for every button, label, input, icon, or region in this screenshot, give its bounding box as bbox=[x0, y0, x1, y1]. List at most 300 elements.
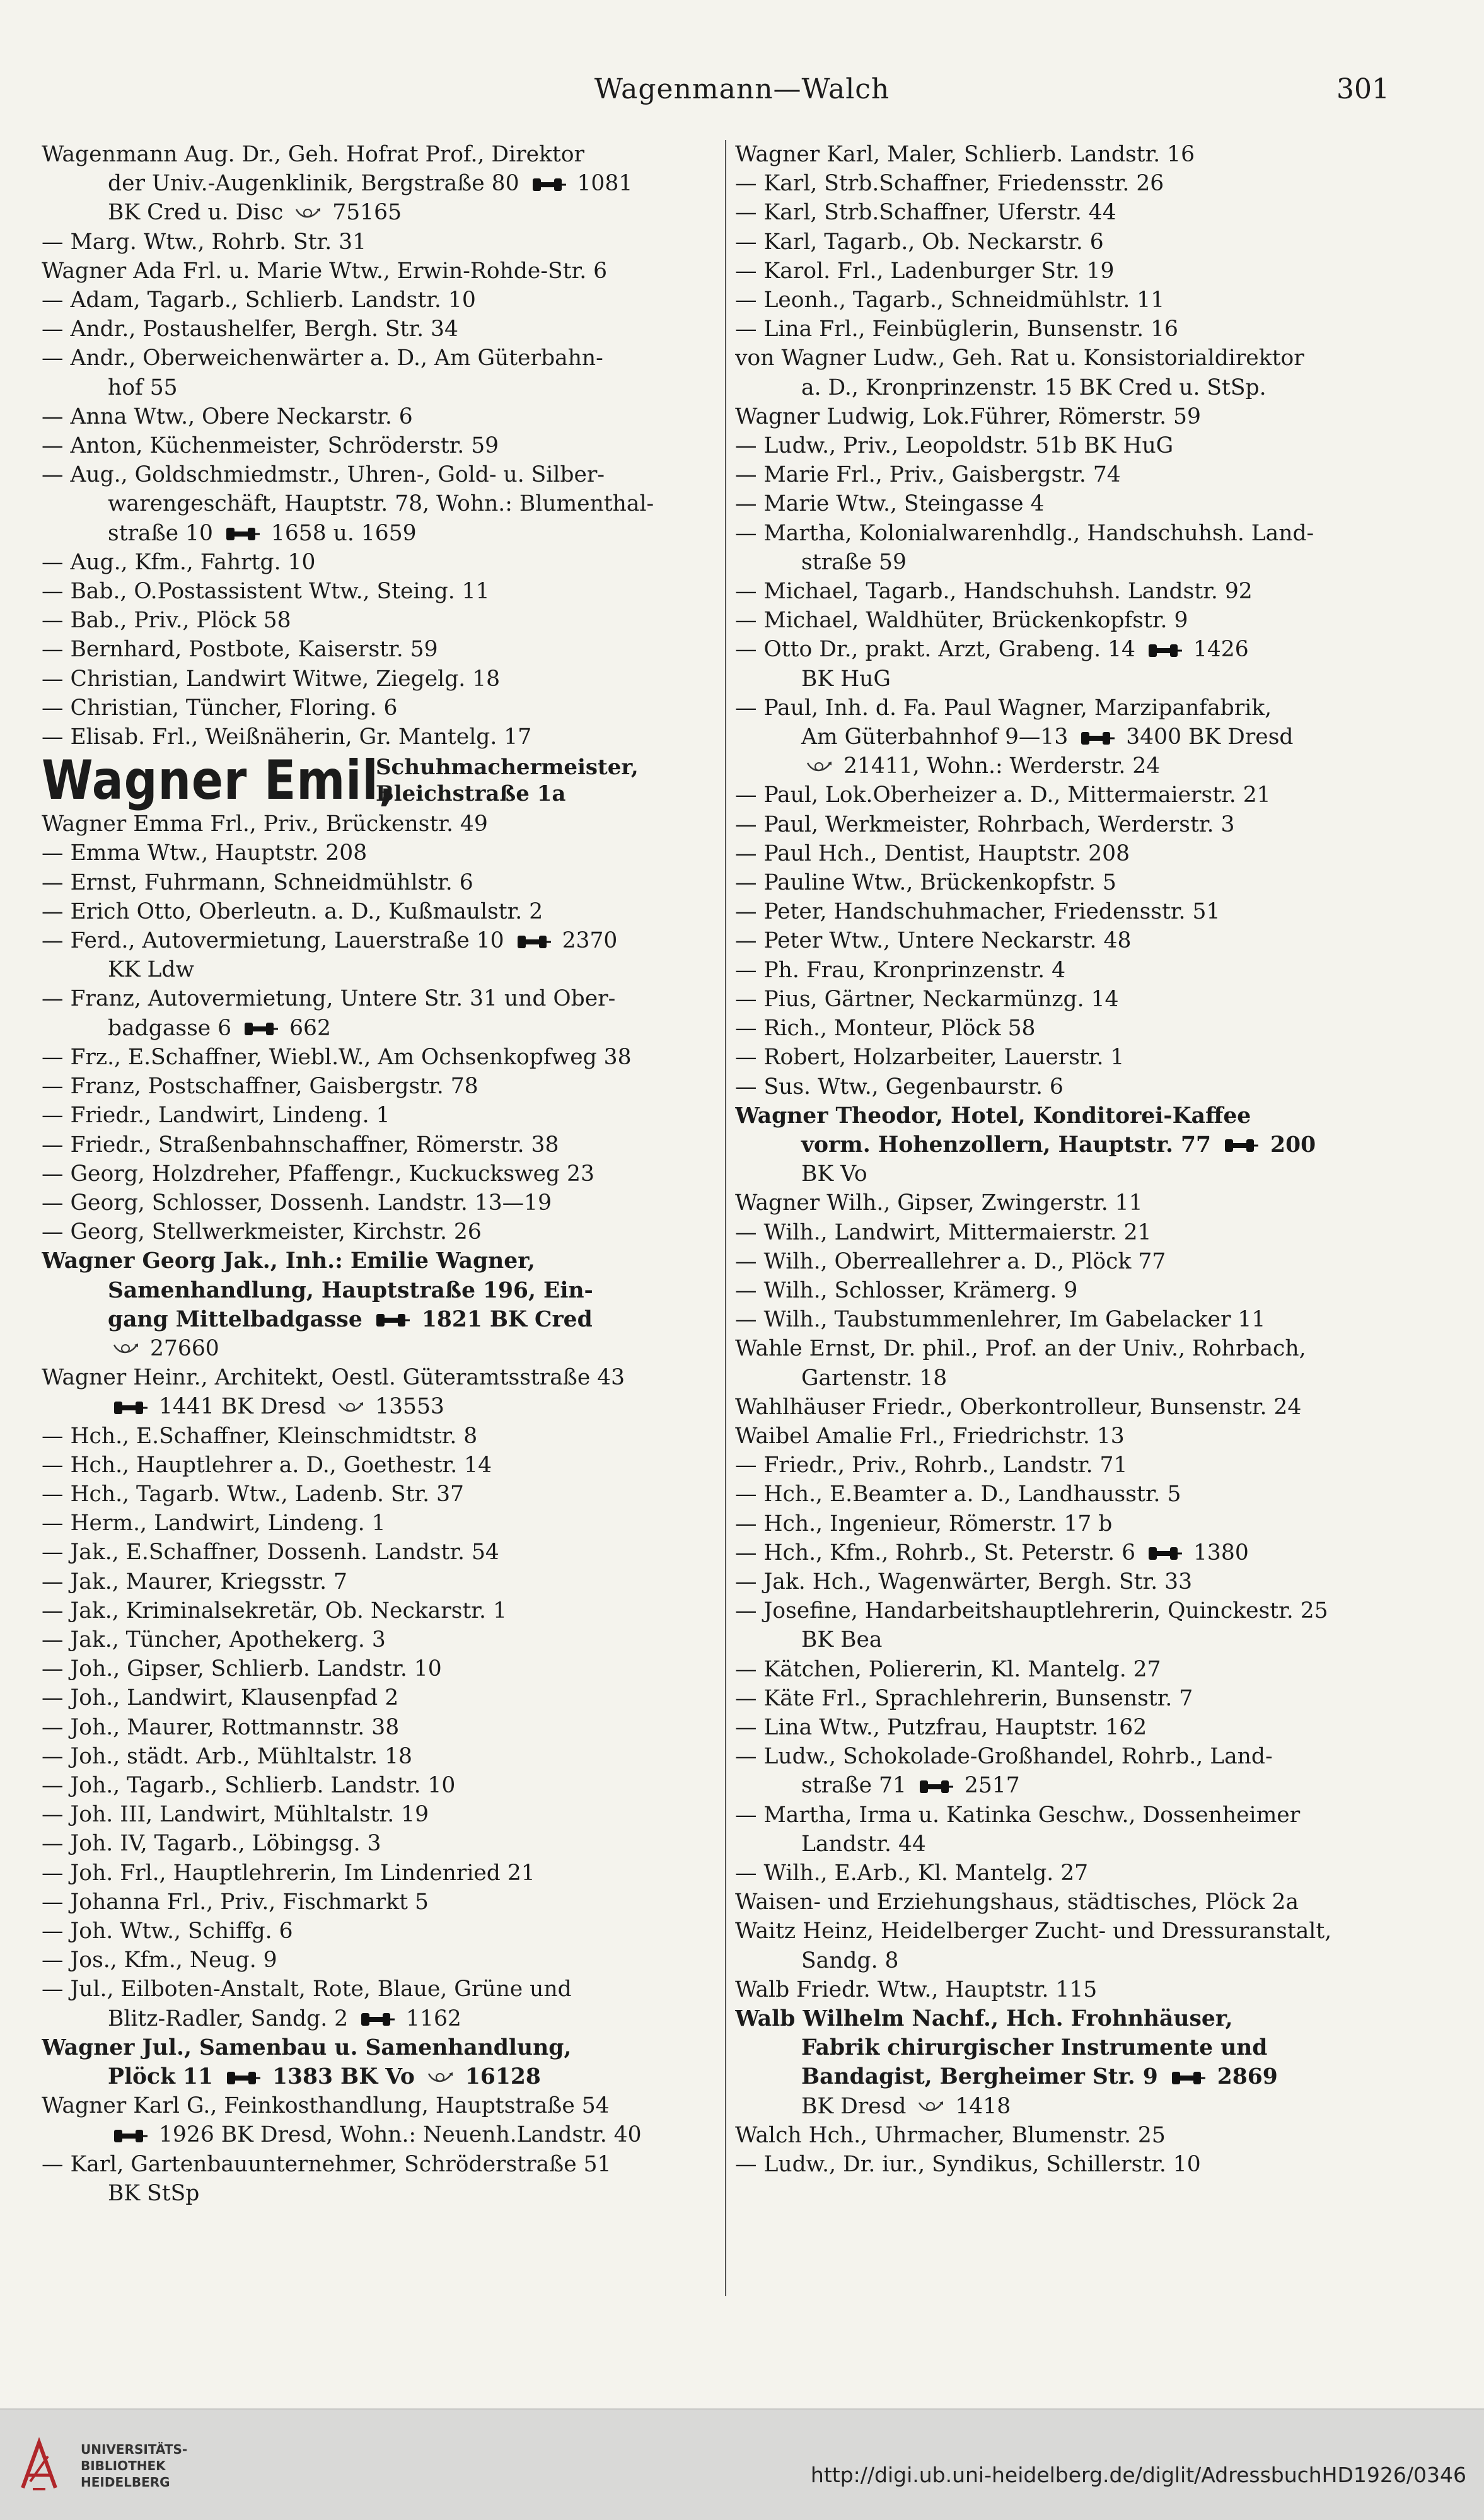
entry-line bbox=[735, 956, 1416, 985]
directory-entry bbox=[42, 315, 716, 344]
entry-line bbox=[735, 2121, 1416, 2150]
entry-line bbox=[735, 548, 1416, 577]
entry-line bbox=[42, 1625, 716, 1654]
directory-entry bbox=[735, 228, 1416, 257]
entry-text: straße 59 bbox=[801, 549, 907, 575]
entry-text: — Joh., Tagarb., Schlierb. Landstr. 10 bbox=[42, 1772, 456, 1798]
entry-text: — Wilh., Taubstummenlehrer, Im Gabelacker 11 bbox=[735, 1307, 1266, 1333]
entry-text: von Wagner Ludw., Geh. Rat u. Konsistorialdirektor bbox=[735, 345, 1304, 371]
directory-entry bbox=[42, 1159, 716, 1188]
entry-line bbox=[735, 315, 1416, 344]
entry-text: Walb Friedr. Wtw., Hauptstr. 115 bbox=[735, 1977, 1098, 2002]
entry-line bbox=[42, 2091, 716, 2120]
telephone-receiver-icon bbox=[1222, 1138, 1259, 1153]
post-horn-icon bbox=[805, 760, 833, 774]
library-name-line: BIBLIOTHEK bbox=[81, 2458, 166, 2473]
entry-text: — Aug., Goldschmiedmstr., Uhren-, Gold- u. Silber- bbox=[42, 462, 605, 488]
entry-line bbox=[735, 1072, 1416, 1101]
entry-text: — Hch., Tagarb. Wtw., Ladenb. Str. 37 bbox=[42, 1481, 464, 1507]
entry-text: Wagenmann Aug. Dr., Geh. Hofrat Prof., Direktor bbox=[42, 142, 585, 167]
entry-line bbox=[42, 2150, 716, 2179]
entry-text: Wagner Karl, Maler, Schlierb. Landstr. 16 bbox=[735, 142, 1195, 167]
entry-line bbox=[735, 1393, 1416, 1422]
entry-line bbox=[42, 1888, 716, 1917]
entry-text: — Kätchen, Poliererin, Kl. Mantelg. 27 bbox=[735, 1656, 1161, 1682]
entry-text: — Joh. Frl., Hauptlehrerin, Im Lindenried 21 bbox=[42, 1860, 535, 1886]
entry-text: 2370 bbox=[555, 928, 618, 954]
entry-line bbox=[735, 431, 1416, 460]
entry-text: BK Dresd bbox=[801, 2093, 913, 2119]
entry-text: — Anna Wtw., Obere Neckarstr. 6 bbox=[42, 404, 413, 429]
entry-text: Wagner Ada Frl. u. Marie Wtw., Erwin-Rohde-Str. 6 bbox=[42, 258, 608, 284]
entry-text: 1162 bbox=[399, 2006, 461, 2031]
entry-line bbox=[42, 286, 716, 315]
directory-entry bbox=[735, 198, 1416, 227]
directory-entry bbox=[42, 694, 716, 723]
entry-text: 1426 bbox=[1186, 637, 1249, 663]
library-name-line: HEIDELBERG bbox=[81, 2475, 170, 2490]
entry-text: 1081 bbox=[570, 171, 633, 197]
entry-line bbox=[42, 198, 716, 227]
directory-entry bbox=[42, 1946, 716, 1975]
entry-text: — Leonh., Tagarb., Schneidmühlstr. 11 bbox=[735, 287, 1165, 313]
post-horn-icon bbox=[112, 1342, 139, 1356]
entry-line bbox=[42, 868, 716, 897]
entry-text: BK Cred u. Disc bbox=[108, 200, 291, 226]
entry-line bbox=[42, 1480, 716, 1509]
featured-entry-name: Wagner Emil, bbox=[42, 749, 397, 813]
directory-entry bbox=[735, 1101, 1416, 1189]
entry-text: — Jos., Kfm., Neug. 9 bbox=[42, 1948, 277, 1973]
entry-line bbox=[42, 1451, 716, 1480]
entry-text: — Lina Wtw., Putzfrau, Hauptstr. 162 bbox=[735, 1714, 1147, 1740]
entry-line bbox=[735, 1975, 1416, 2004]
directory-entry bbox=[735, 781, 1416, 810]
entry-line bbox=[42, 897, 716, 926]
entry-text: — Andr., Postaushelfer, Bergh. Str. 34 bbox=[42, 316, 458, 342]
right-column bbox=[735, 140, 1416, 2179]
entry-line bbox=[735, 1801, 1416, 1830]
post-horn-icon bbox=[917, 2100, 944, 2114]
entry-text: — Christian, Tüncher, Floring. 6 bbox=[42, 695, 398, 721]
entry-text: — Frz., E.Schaffner, Wiebl.W., Am Ochsenkopfweg 38 bbox=[42, 1044, 632, 1070]
directory-entry bbox=[735, 1713, 1416, 1742]
entry-text: — Martha, Kolonialwarenhdlg., Handschuhsh. Land- bbox=[735, 520, 1314, 546]
entry-line bbox=[42, 1683, 716, 1712]
entry-text: 75165 bbox=[325, 200, 402, 226]
entry-text: Samenhandlung, Hauptstraße 196, Ein- bbox=[108, 1277, 593, 1303]
entry-text: — Georg, Schlosser, Dossenh. Landstr. 13—19 bbox=[42, 1190, 552, 1216]
entry-text: Blitz-Radler, Sandg. 2 bbox=[108, 2006, 356, 2031]
entry-text: der Univ.-Augenklinik, Bergstraße 80 bbox=[108, 171, 526, 197]
entry-text: KK Ldw bbox=[108, 957, 195, 983]
entry-line bbox=[735, 1655, 1416, 1684]
entry-line bbox=[42, 723, 716, 752]
entry-line bbox=[42, 984, 716, 1013]
entry-text: Sandg. 8 bbox=[801, 1948, 899, 1973]
telephone-receiver-icon bbox=[112, 1400, 148, 1415]
entry-text: — Bernhard, Postbote, Kaiserstr. 59 bbox=[42, 637, 438, 663]
telephone-receiver-icon bbox=[530, 177, 567, 192]
directory-entry bbox=[42, 1742, 716, 1771]
entry-text: — Andr., Oberweichenwärter a. D., Am Güterbahn- bbox=[42, 345, 603, 371]
telephone-receiver-icon bbox=[359, 2012, 395, 2027]
entry-line bbox=[735, 1422, 1416, 1451]
telephone-receiver-icon bbox=[1146, 1546, 1183, 1561]
directory-entry bbox=[42, 1771, 716, 1800]
directory-entry bbox=[42, 1363, 716, 1421]
directory-entry bbox=[42, 1188, 716, 1217]
directory-entry bbox=[42, 1217, 716, 1246]
entry-line bbox=[42, 1654, 716, 1683]
university-logo-icon bbox=[16, 2437, 62, 2494]
entry-line bbox=[42, 2179, 716, 2208]
entry-text: — Marie Wtw., Steingasse 4 bbox=[735, 491, 1045, 517]
entry-line bbox=[42, 1771, 716, 1800]
entry-line bbox=[735, 286, 1416, 315]
directory-entry bbox=[42, 577, 716, 606]
entry-line bbox=[735, 1247, 1416, 1276]
entry-text: — Joh., Maurer, Rottmannstr. 38 bbox=[42, 1714, 400, 1740]
entry-text: Wagner Karl G., Feinkosthandlung, Hauptstraße 54 bbox=[42, 2093, 610, 2119]
entry-text: — Herm., Landwirt, Lindeng. 1 bbox=[42, 1511, 386, 1536]
directory-entry bbox=[735, 1422, 1416, 1451]
entry-line bbox=[42, 1917, 716, 1946]
entry-text: 1658 u. 1659 bbox=[264, 520, 417, 546]
directory-entry bbox=[42, 460, 716, 548]
directory-entry bbox=[735, 286, 1416, 315]
entry-text: — Adam, Tagarb., Schlierb. Landstr. 10 bbox=[42, 287, 476, 313]
entry-line bbox=[735, 489, 1416, 518]
entry-text: — Peter, Handschuhmacher, Friedensstr. 51 bbox=[735, 899, 1220, 925]
directory-entry bbox=[42, 431, 716, 460]
entry-text: 16128 bbox=[457, 2064, 541, 2089]
entry-line bbox=[42, 926, 716, 955]
library-name-line: UNIVERSITÄTS- bbox=[81, 2442, 188, 2457]
entry-text: — Jak., Maurer, Kriegsstr. 7 bbox=[42, 1569, 347, 1594]
entry-line bbox=[735, 1159, 1416, 1188]
source-url-link[interactable]: http://digi.ub.uni-heidelberg.de/diglit/AdressbuchHD1926/0346 bbox=[810, 2463, 1466, 2487]
entry-line bbox=[42, 2120, 716, 2149]
entry-line bbox=[735, 1625, 1416, 1654]
entry-line bbox=[735, 1334, 1416, 1363]
telephone-receiver-icon bbox=[917, 1779, 954, 1794]
entry-text: a. D., Kronprinzenstr. 15 BK Cred u. StSp. bbox=[801, 375, 1267, 400]
entry-text: — Hch., Kfm., Rohrb., St. Peterstr. 6 bbox=[735, 1540, 1142, 1565]
entry-text: — Peter Wtw., Untere Neckarstr. 48 bbox=[735, 928, 1132, 954]
entry-line bbox=[42, 169, 716, 198]
entry-text: — Pauline Wtw., Brückenkopfstr. 5 bbox=[735, 870, 1116, 896]
entry-line bbox=[735, 1859, 1416, 1888]
telephone-receiver-icon bbox=[224, 2070, 261, 2086]
entry-line bbox=[735, 1509, 1416, 1538]
entry-line bbox=[735, 2033, 1416, 2062]
entry-text: Wahlhäuser Friedr., Oberkontrolleur, Bunsenstr. 24 bbox=[735, 1394, 1302, 1420]
directory-entry bbox=[735, 810, 1416, 839]
entry-text: — Franz, Autovermietung, Untere Str. 31 und Ober- bbox=[42, 986, 616, 1012]
directory-entry bbox=[735, 1859, 1416, 1888]
directory-entry bbox=[735, 1684, 1416, 1713]
entry-text: — Bab., O.Postassistent Wtw., Steing. 11 bbox=[42, 579, 490, 605]
entry-text: Fabrik chirurgischer Instrumente und bbox=[801, 2035, 1268, 2061]
telephone-receiver-icon bbox=[242, 1021, 279, 1036]
entry-text: — Joh., städt. Arb., Mühltalstr. 18 bbox=[42, 1743, 412, 1769]
telephone-receiver-icon bbox=[112, 2128, 148, 2144]
entry-text: — Hch., Hauptlehrer a. D., Goethestr. 14 bbox=[42, 1452, 492, 1478]
directory-entry bbox=[735, 1247, 1416, 1276]
directory-entry bbox=[735, 839, 1416, 868]
entry-text: — Sus. Wtw., Gegenbaurstr. 6 bbox=[735, 1074, 1064, 1100]
telephone-receiver-icon bbox=[374, 1313, 410, 1328]
telephone-receiver-icon bbox=[515, 934, 552, 949]
entry-line bbox=[735, 1538, 1416, 1567]
entry-line bbox=[42, 955, 716, 984]
entry-line bbox=[42, 1246, 716, 1275]
directory-entry bbox=[42, 1451, 716, 1480]
directory-entry bbox=[735, 431, 1416, 460]
entry-text: — Marg. Wtw., Rohrb. Str. 31 bbox=[42, 229, 367, 255]
entry-text: gang Mittelbadgasse bbox=[108, 1306, 370, 1332]
entry-line bbox=[42, 431, 716, 460]
entry-line bbox=[42, 344, 716, 373]
page-number: 301 bbox=[1336, 73, 1389, 105]
entry-text: Wagner Wilh., Gipser, Zwingerstr. 11 bbox=[735, 1190, 1143, 1216]
entry-text: — Robert, Holzarbeiter, Lauerstr. 1 bbox=[735, 1045, 1125, 1071]
directory-entry bbox=[735, 1975, 1416, 2004]
entry-line bbox=[735, 1130, 1416, 1159]
entry-line bbox=[42, 1217, 716, 1246]
entry-text: — Martha, Irma u. Katinka Geschw., Dossenheimer bbox=[735, 1802, 1301, 1828]
entry-text: 2517 bbox=[957, 1773, 1020, 1799]
directory-entry bbox=[735, 257, 1416, 286]
entry-text: Waitz Heinz, Heidelberger Zucht- und Dressuranstalt, bbox=[735, 1919, 1332, 1944]
entry-line bbox=[735, 1830, 1416, 1859]
directory-entry bbox=[735, 519, 1416, 577]
entry-line bbox=[42, 577, 716, 606]
directory-entry bbox=[42, 1480, 716, 1509]
directory-entry bbox=[42, 1800, 716, 1829]
entry-text: straße 10 bbox=[108, 520, 220, 546]
entry-text: — Paul, Lok.Oberheizer a. D., Mittermaierstr. 21 bbox=[735, 782, 1271, 808]
entry-line bbox=[735, 1218, 1416, 1247]
entry-text: Bandagist, Bergheimer Str. 9 bbox=[801, 2064, 1166, 2090]
running-head bbox=[0, 68, 1484, 112]
entry-line bbox=[42, 402, 716, 431]
entry-line bbox=[735, 1888, 1416, 1917]
entry-text: Walch Hch., Uhrmacher, Blumenstr. 25 bbox=[735, 2122, 1166, 2148]
entry-text: 200 bbox=[1263, 1132, 1316, 1158]
directory-entry bbox=[735, 1596, 1416, 1654]
entry-line bbox=[735, 344, 1416, 373]
entry-text: — Joh. III, Landwirt, Mühltalstr. 19 bbox=[42, 1802, 429, 1828]
entry-line bbox=[735, 2004, 1416, 2033]
entry-text: — Marie Frl., Priv., Gaisbergstr. 74 bbox=[735, 462, 1121, 488]
directory-entry bbox=[735, 1276, 1416, 1305]
entry-text: Landstr. 44 bbox=[801, 1831, 926, 1857]
entry-line bbox=[42, 257, 716, 286]
entry-line bbox=[42, 635, 716, 664]
entry-line bbox=[42, 1975, 716, 2004]
directory-entry bbox=[42, 548, 716, 577]
entry-text: — Georg, Holzdreher, Pfaffengr., Kuckucksweg 23 bbox=[42, 1161, 594, 1187]
directory-entry bbox=[735, 1509, 1416, 1538]
entry-text: — Bab., Priv., Plöck 58 bbox=[42, 608, 291, 634]
entry-line bbox=[735, 752, 1416, 781]
entry-text: 21411, Wohn.: Werderstr. 24 bbox=[837, 753, 1161, 779]
entry-line bbox=[42, 1829, 716, 1858]
entry-line bbox=[42, 2062, 716, 2091]
entry-text: — Rich., Monteur, Plöck 58 bbox=[735, 1016, 1036, 1042]
entry-line bbox=[42, 1276, 716, 1305]
entry-text: — Georg, Stellwerkmeister, Kirchstr. 26 bbox=[42, 1219, 482, 1245]
directory-entry bbox=[42, 344, 716, 402]
entry-text: 1926 BK Dresd, Wohn.: Neuenh.Landstr. 40 bbox=[152, 2122, 642, 2148]
entry-text: Waisen- und Erziehungshaus, städtisches, Plöck 2a bbox=[735, 1890, 1299, 1915]
entry-text: — Karl, Gartenbauunternehmer, Schröderstraße 51 bbox=[42, 2151, 612, 2177]
entry-line bbox=[735, 723, 1416, 752]
entry-line bbox=[42, 548, 716, 577]
directory-entry bbox=[735, 577, 1416, 606]
entry-line bbox=[735, 1101, 1416, 1130]
directory-entry bbox=[42, 1683, 716, 1712]
entry-line bbox=[42, 460, 716, 489]
directory-entry bbox=[735, 1567, 1416, 1596]
entry-text: 1441 BK Dresd bbox=[152, 1394, 333, 1420]
entry-line bbox=[42, 1072, 716, 1101]
entry-line bbox=[735, 694, 1416, 723]
entry-line bbox=[735, 140, 1416, 169]
entry-text: — Wilh., Oberreallehrer a. D., Plöck 77 bbox=[735, 1248, 1166, 1274]
directory-entry bbox=[42, 926, 716, 984]
entry-text: Wagner Theodor, Hotel, Konditorei-Kaffee bbox=[735, 1103, 1251, 1129]
entry-text: — Hch., Ingenieur, Römerstr. 17 b bbox=[735, 1511, 1113, 1536]
entry-text: — Michael, Waldhüter, Brückenkopfstr. 9 bbox=[735, 608, 1188, 634]
directory-entry bbox=[42, 868, 716, 897]
entry-text: — Ludw., Schokolade-Großhandel, Rohrb., Land- bbox=[735, 1744, 1273, 1770]
directory-entry bbox=[42, 1859, 716, 1888]
entry-text: Wagner Georg Jak., Inh.: Emilie Wagner, bbox=[42, 1248, 535, 1274]
entry-text: BK Bea bbox=[801, 1627, 883, 1653]
directory-entry bbox=[735, 169, 1416, 198]
directory-entry bbox=[735, 140, 1416, 169]
entry-line bbox=[735, 781, 1416, 810]
entry-line bbox=[42, 665, 716, 694]
entry-text: — Friedr., Straßenbahnschaffner, Römerstr. 38 bbox=[42, 1132, 559, 1158]
entry-line bbox=[735, 1014, 1416, 1043]
entry-text: Wagner Heinr., Architekt, Oestl. Güteramtsstraße 43 bbox=[42, 1365, 625, 1391]
directory-entry bbox=[735, 1451, 1416, 1480]
entry-text: 1383 BK Vo bbox=[265, 2064, 422, 2089]
entry-text: — Friedr., Priv., Rohrb., Landstr. 71 bbox=[735, 1453, 1128, 1478]
entry-line bbox=[735, 2150, 1416, 2179]
entry-text: — Friedr., Landwirt, Lindeng. 1 bbox=[42, 1103, 390, 1129]
entry-line bbox=[42, 1742, 716, 1771]
directory-entry bbox=[735, 1043, 1416, 1072]
entry-text: — Elisab. Frl., Weißnäherin, Gr. Mantelg. 17 bbox=[42, 724, 532, 750]
directory-entry bbox=[42, 635, 716, 664]
entry-line bbox=[42, 1713, 716, 1742]
entry-text: — Karl, Strb.Schaffner, Friedensstr. 26 bbox=[735, 171, 1164, 197]
entry-line bbox=[42, 1305, 716, 1334]
entry-text: 1418 bbox=[948, 2093, 1011, 2119]
directory-entry bbox=[735, 1218, 1416, 1247]
directory-entry bbox=[42, 665, 716, 694]
directory-entry bbox=[42, 228, 716, 257]
entry-line bbox=[42, 373, 716, 402]
entry-text: Plöck 11 bbox=[108, 2064, 221, 2089]
directory-entry bbox=[42, 2091, 716, 2149]
post-horn-icon bbox=[337, 1401, 364, 1415]
entry-line bbox=[42, 1392, 716, 1421]
entry-line bbox=[735, 1684, 1416, 1713]
entry-line bbox=[735, 373, 1416, 402]
entry-line bbox=[42, 1363, 716, 1392]
entry-line bbox=[735, 1451, 1416, 1480]
directory-entry bbox=[735, 985, 1416, 1014]
entry-text: — Jak., Kriminalsekretär, Ob. Neckarstr. 1 bbox=[42, 1598, 507, 1623]
directory-entry bbox=[735, 1655, 1416, 1684]
entry-text: — Josefine, Handarbeitshauptlehrerin, Quinckestr. 25 bbox=[735, 1598, 1328, 1624]
entry-line bbox=[42, 519, 716, 548]
directory-entry bbox=[42, 140, 716, 228]
entry-line bbox=[735, 1742, 1416, 1771]
entry-text: Wagner Jul., Samenbau u. Samenhandlung, bbox=[42, 2035, 572, 2060]
entry-text: — Emma Wtw., Hauptstr. 208 bbox=[42, 840, 368, 866]
entry-line bbox=[735, 606, 1416, 635]
directory-entry bbox=[42, 1101, 716, 1130]
entry-text: Wagner Ludwig, Lok.Führer, Römerstr. 59 bbox=[735, 404, 1201, 429]
entry-line bbox=[42, 140, 716, 169]
entry-text: Waibel Amalie Frl., Friedrichstr. 13 bbox=[735, 1423, 1125, 1449]
column-divider bbox=[725, 140, 726, 2296]
entry-line bbox=[42, 489, 716, 518]
entry-line bbox=[735, 577, 1416, 606]
entry-line bbox=[42, 1567, 716, 1596]
entry-text: 662 bbox=[282, 1015, 331, 1041]
entry-line bbox=[42, 315, 716, 344]
entry-line bbox=[735, 2092, 1416, 2121]
entry-line bbox=[42, 2004, 716, 2033]
entry-line bbox=[42, 606, 716, 635]
directory-entry bbox=[42, 286, 716, 315]
directory-entry bbox=[42, 1625, 716, 1654]
directory-entry bbox=[735, 1305, 1416, 1334]
entry-line bbox=[735, 868, 1416, 897]
entry-text: Am Güterbahnhof 9—13 bbox=[801, 724, 1075, 750]
directory-entry bbox=[42, 1713, 716, 1742]
entry-text: — Ph. Frau, Kronprinzenstr. 4 bbox=[735, 957, 1066, 983]
entry-text: warengeschäft, Hauptstr. 78, Wohn.: Blumenthal- bbox=[108, 491, 654, 517]
telephone-receiver-icon bbox=[1169, 2070, 1206, 2086]
entry-text: BK Vo bbox=[801, 1161, 867, 1187]
directory-entry bbox=[42, 723, 716, 752]
entry-text: — Johanna Frl., Priv., Fischmarkt 5 bbox=[42, 1889, 429, 1915]
telephone-receiver-icon bbox=[1079, 731, 1115, 746]
entry-text: — Jak. Hch., Wagenwärter, Bergh. Str. 33 bbox=[735, 1569, 1193, 1594]
entry-line bbox=[735, 985, 1416, 1014]
entry-text: Gartenstr. 18 bbox=[801, 1365, 948, 1391]
entry-text: straße 71 bbox=[801, 1773, 913, 1799]
directory-entry bbox=[735, 956, 1416, 985]
directory-entry bbox=[735, 1917, 1416, 1975]
directory-entry bbox=[735, 1888, 1416, 1917]
directory-entry bbox=[735, 926, 1416, 955]
directory-entry bbox=[735, 635, 1416, 693]
directory-entry bbox=[42, 1596, 716, 1625]
telephone-receiver-icon bbox=[224, 526, 260, 542]
entry-line bbox=[42, 694, 716, 723]
viewer-footer bbox=[0, 2408, 1484, 2520]
